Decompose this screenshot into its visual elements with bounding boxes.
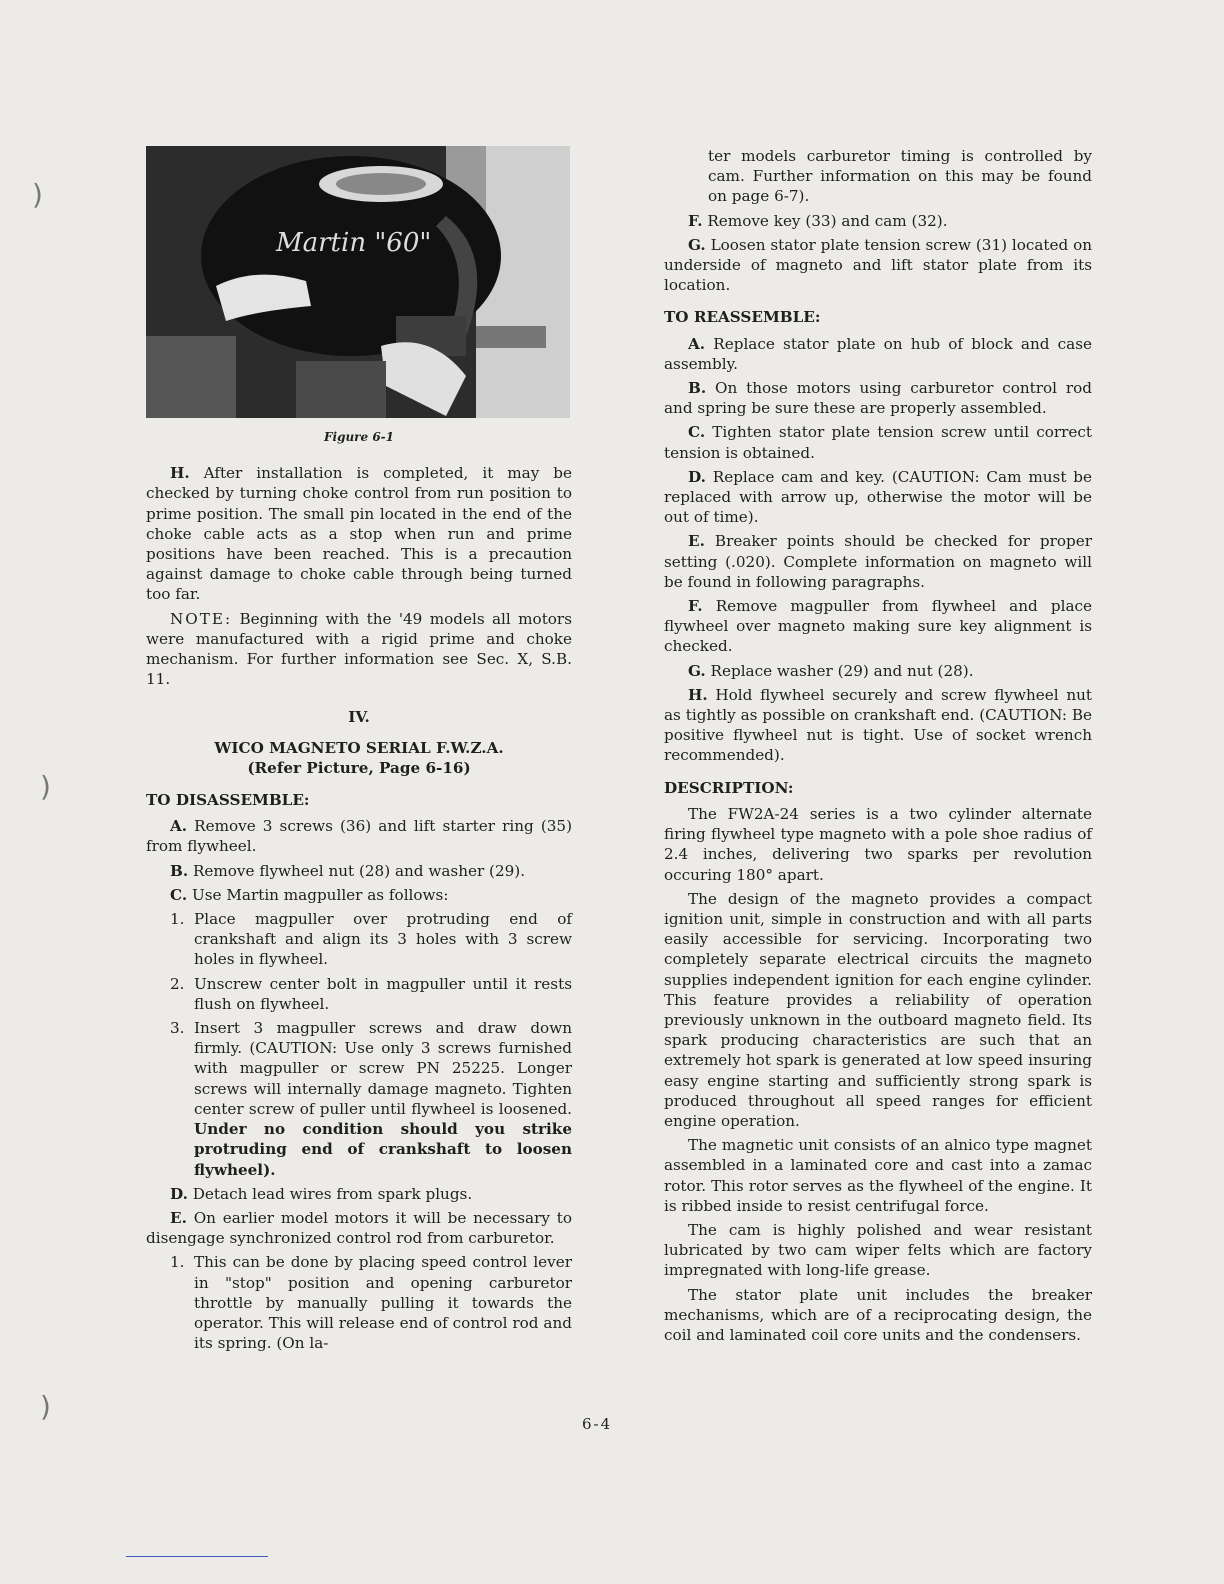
section-subtitle: (Refer Picture, Page 6-16) <box>247 758 471 777</box>
disassemble-heading: TO DISASSEMBLE: <box>146 791 310 810</box>
description-heading: DESCRIPTION: <box>664 778 794 797</box>
description-paragraph: The cam is highly polished and wear resistant lubricated by two cam wiper felts which are factory impregnated with long-life grease. <box>664 1220 1092 1280</box>
reassemble-step-a: A. Replace stator plate on hub of block and case assembly. <box>664 334 1093 373</box>
paragraph-h: H. After installation is completed, it may be checked by turning choke control from run position to prime position. The small pin located in the end of the choke cable acts as a stop when run and prime positions have been reached. This is a precaution against damage to choke cable through being turned too far. <box>146 464 572 604</box>
magpuller-step: 1. Place magpuller over protruding end of crankshaft and align its 3 holes with 3 screw holes in flywheel. <box>170 910 572 969</box>
binding-hole-mark: ) <box>40 770 51 803</box>
reassemble-step-f: F. Remove magpuller from flywheel and place flywheel over magneto making sure key alignment is checked. <box>664 597 1092 656</box>
reassemble-step-b: B. On those motors using carburetor control rod and spring be sure these are properly assembled. <box>664 379 1093 418</box>
disassemble-step-g: G. Loosen stator plate tension screw (31) located on underside of magneto and lift stator plate from its location. <box>664 235 1093 295</box>
continued-paragraph: ter models carburetor timing is controlled by cam. Further information on this may be found on page 6-7). <box>708 147 1092 206</box>
description-paragraph: The magnetic unit consists of an alnico type magnet assembled in a laminated core and cast into a zamac rotor. This rotor serves as the flywheel of the engine. It is ribbed inside to resist centrifugal force. <box>664 1136 1092 1215</box>
magpuller-step: 2. Unscrew center bolt in magpuller until it rests flush on flywheel. <box>170 974 572 1013</box>
magpuller-step: 3. Insert 3 magpuller screws and draw down firmly. (CAUTION: Use only 3 screws furnished with magpuller or screw PN 25225. Longer screws will internally damage magneto. Tighten center screw of puller until flywheel is loosened. Under no condition should you strike protruding end of crankshaft to loosen flywheel). <box>170 1019 572 1179</box>
binding-hole-mark: ) <box>32 178 43 211</box>
disassemble-step-d: D. Detach lead wires from spark plugs. <box>170 1184 473 1203</box>
motor-badge: Martin "60" <box>276 228 432 258</box>
disassemble-step-e1: 1. This can be done by placing speed control lever in "stop" position and opening carburetor throttle by manually pulling it towards the operator. This will release end of control rod and its spring. (On la- <box>170 1253 572 1353</box>
reassemble-step-d: D. Replace cam and key. (CAUTION: Cam must be replaced with arrow up, otherwise the motor will be out of time). <box>664 467 1093 527</box>
disassemble-step-a: A. Remove 3 screws (36) and lift starter ring (35) from flywheel. <box>146 817 572 856</box>
disassemble-step-c: C. Use Martin magpuller as follows: <box>170 885 449 904</box>
reassemble-step-e: E. Breaker points should be checked for proper setting (.020). Complete information on magneto will be found in following paragraphs. <box>664 532 1092 591</box>
disassemble-step-f: F. Remove key (33) and cam (32). <box>688 211 948 230</box>
right-column <box>664 146 1092 1349</box>
disassemble-step-b: B. Remove flywheel nut (28) and washer (29). <box>170 861 526 880</box>
description-paragraph: The stator plate unit includes the breaker mechanisms, which are of a reciprocating design, the coil and laminated coil core units and the condensers. <box>664 1285 1092 1344</box>
reassemble-step-h: H. Hold flywheel securely and screw flywheel nut as tightly as possible on crankshaft end. (CAUTION: Be positive flywheel nut is tight. Use of socket wrench recommended). <box>664 685 1093 765</box>
section-title: WICO MAGNETO SERIAL F.W.Z.A. <box>214 738 504 757</box>
footer-rule <box>126 1556 268 1557</box>
reassemble-heading: TO REASSEMBLE: <box>664 308 821 327</box>
description-paragraph: The design of the magneto provides a compact ignition unit, simple in construction and with all parts easily accessible for servicing. Incorporating two completely separate electrical circuits the magneto supplies independent ignition for each engine cylinder. This feature provides a reliability of operation previously unknown in the outboard magneto field. Its spark producing characteristics are such that an extremely hot spark is generated at low speed insuring easy engine starting and sufficiently strong spark is produced throughout all speed ranges for efficient engine operation. <box>664 889 1092 1130</box>
outboard-motor-illustration <box>146 146 570 418</box>
section-number: IV. <box>348 708 370 727</box>
reassemble-step-c: C. Tighten stator plate tension screw until correct tension is obtained. <box>664 423 1092 462</box>
reassemble-step-g: G. Replace washer (29) and nut (28). <box>688 661 974 680</box>
binding-hole-mark: ) <box>40 1390 51 1423</box>
figure-6-1-photo <box>146 146 570 418</box>
disassemble-step-e: E. On earlier model motors it will be necessary to disengage synchronized control rod from carburetor. <box>146 1208 573 1248</box>
figure-caption: Figure 6-1 <box>323 430 394 444</box>
left-column <box>146 146 572 1357</box>
description-paragraph: The FW2A-24 series is a two cylinder alternate firing flywheel type magneto with a pole shoe radius of 2.4 inches, delivering two sparks per revolution occuring 180° apart. <box>664 804 1092 884</box>
note-paragraph: NOTE: Beginning with the '49 models all motors were manufactured with a rigid prime and choke mechanism. For further information see Sec. X, S.B. 11. <box>146 609 572 689</box>
page-number: 6-4 <box>582 1415 613 1433</box>
